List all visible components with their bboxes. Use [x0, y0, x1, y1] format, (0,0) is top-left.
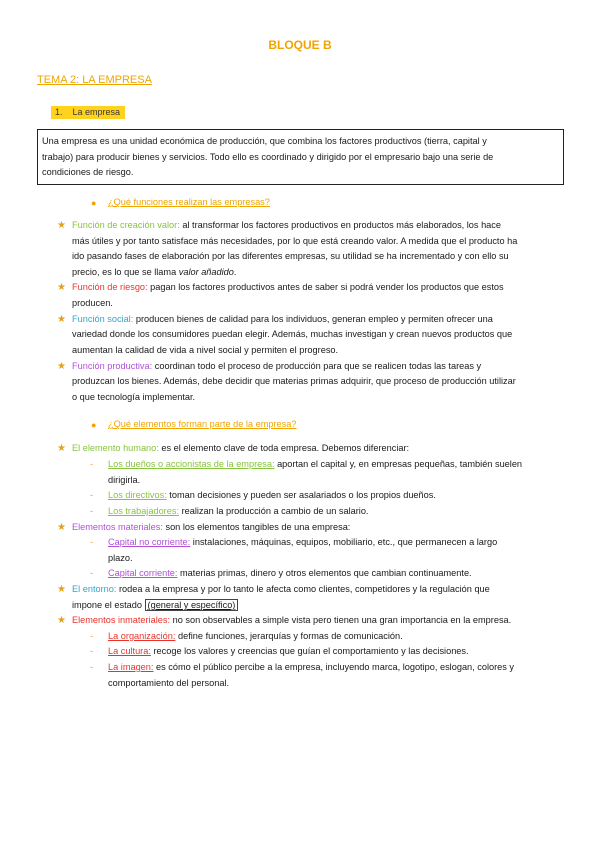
imagen-text: es cómo el público percibe a la empresa, incluyendo marca, logotipo, eslogan, colores y	[156, 662, 515, 672]
inmateriales-item-imagen	[108, 660, 514, 676]
star-bullet-icon: ★	[57, 314, 66, 325]
duenos-text: aportan el capital y, en empresas pequeñas, también suelen	[277, 459, 523, 469]
element-inmateriales-label: Elementos inmateriales:	[72, 615, 171, 625]
materiales-item-corriente	[108, 566, 472, 582]
function-social-line	[72, 312, 493, 328]
star-bullet-icon: ★	[57, 615, 66, 626]
element-inmateriales-text: no son observables a simple vista pero tienen una gran importancia en la empresa.	[172, 615, 512, 625]
document-title: BLOQUE B	[268, 38, 332, 52]
element-materiales-text: son los elementos tangibles de una empresa:	[165, 522, 351, 532]
capital-no-corriente-text: instalaciones, máquinas, equipos, mobiliario, etc., que permanecen a largo	[192, 537, 498, 547]
element-inmateriales-line	[72, 613, 511, 629]
function-creacion-line	[72, 218, 501, 234]
inmateriales-item-cultura	[108, 644, 469, 660]
capital-corriente-text: materias primas, dinero y otros elementos que cambian continuamente.	[180, 568, 472, 578]
star-bullet-icon: ★	[57, 443, 66, 454]
inmateriales-item-organizacion	[108, 629, 403, 645]
element-materiales-line	[72, 520, 350, 536]
capital-corriente-label: Capital corriente:	[108, 568, 178, 578]
star-bullet-icon: ★	[57, 522, 66, 533]
function-social-line: aumentan la calidad de vida a nivel social y permiten el progreso.	[72, 345, 339, 355]
section-number: 1.	[55, 107, 63, 117]
element-entorno-line	[72, 582, 490, 598]
function-riesgo-line: producen.	[72, 298, 113, 308]
function-productiva-label: Función productiva:	[72, 361, 153, 371]
bullet-icon: ●	[91, 198, 97, 208]
function-riesgo-line	[72, 280, 504, 296]
section-title: La empresa	[72, 107, 121, 117]
function-productiva-line	[72, 359, 481, 375]
function-productiva-text: coordinan todo el proceso de producción para que se realicen todas las tareas y	[154, 361, 482, 371]
dash-bullet: -	[90, 459, 94, 469]
bullet-icon: ●	[91, 420, 97, 430]
definition-line: condiciones de riesgo.	[42, 167, 134, 178]
element-humano-line	[72, 441, 409, 457]
cultura-label: La cultura:	[108, 646, 151, 656]
element-humano-label: El elemento humano:	[72, 443, 159, 453]
directivos-label: Los directivos:	[108, 490, 167, 500]
element-entorno-line	[72, 598, 238, 614]
inmateriales-item-imagen-cont: comportamiento del personal.	[108, 678, 230, 688]
trabajadores-text: realizan la producción a cambio de un salario.	[181, 506, 369, 516]
valor-anadido-term: valor añadido	[178, 267, 234, 277]
function-social-line: variedad donde los consumidores puedan elegir. Además, muchas investigan y crean nuevos productos que	[72, 329, 513, 339]
star-bullet-icon: ★	[57, 282, 66, 293]
function-productiva-line: o que tecnología implementar.	[72, 392, 196, 402]
dash-bullet: -	[90, 490, 94, 500]
element-materiales-label: Elementos materiales:	[72, 522, 163, 532]
materiales-item-no-corriente	[108, 535, 497, 551]
dash-bullet: -	[90, 568, 94, 578]
directivos-text: toman decisiones y pueden ser asalariados o los propios dueños.	[169, 490, 436, 500]
dash-bullet: -	[90, 537, 94, 547]
section-heading	[51, 106, 125, 119]
humano-item-trabajadores	[108, 504, 368, 520]
function-creacion-line: ido pasando fases de elaboración por las diferentes empresas, su utilidad se ha incrementado y con ello su	[72, 251, 509, 261]
definition-line: Una empresa es una unidad económica de producción, que combina los factores productivos (tierra, capital y	[42, 136, 487, 146]
function-creacion-text: precio, es lo que se llama	[72, 267, 179, 277]
function-creacion-line	[72, 265, 236, 281]
function-social-text: producen bienes de calidad para los individuos, generan empleo y permiten ofrecer una	[135, 314, 493, 324]
imagen-label: La imagen:	[108, 662, 154, 672]
dash-bullet: -	[90, 506, 94, 516]
organizacion-text: define funciones, jerarquías y formas de comunicación.	[177, 631, 403, 641]
definition-box	[37, 129, 564, 185]
dash-bullet: -	[90, 631, 94, 641]
element-humano-text: es el elemento clave de toda empresa. Debemos diferenciar:	[161, 443, 410, 453]
function-riesgo-label: Función de riesgo:	[72, 282, 148, 292]
function-creacion-text: al transformar los factores productivos en productos más elaborados, los hace	[182, 220, 501, 230]
topic-heading: TEMA 2: LA EMPRESA	[37, 74, 152, 86]
question-elements: ¿Qué elementos forman parte de la empresa?	[108, 419, 297, 429]
function-riesgo-text: pagan los factores productivos antes de saber si podrá vender los productos que estos	[150, 282, 504, 292]
element-entorno-text: impone el estado	[72, 600, 145, 610]
definition-line: trabajo) para producir bienes y servicios. Todo ello es coordinado y dirigido por el empresario bajo una serie de	[42, 151, 494, 162]
duenos-label: Los dueños o accionistas de la empresa:	[108, 459, 275, 469]
function-creacion-text: .	[233, 267, 237, 277]
humano-item-duenos	[108, 457, 522, 473]
trabajadores-label: Los trabajadores:	[108, 506, 179, 516]
function-creacion-line: más útiles y por tanto satisface más necesidades, por lo que está creando valor. A medida que el producto ha	[72, 236, 518, 246]
organizacion-label: La organización:	[108, 631, 176, 641]
humano-item-duenos-cont: dirigirla.	[108, 475, 141, 485]
question-functions: ¿Qué funciones realizan las empresas?	[108, 197, 270, 207]
element-entorno-text: rodea a la empresa y por lo tanto le afecta como clientes, competidores y la regulación que	[119, 584, 490, 594]
star-bullet-icon: ★	[57, 584, 66, 595]
materiales-item-no-corriente-cont: plazo.	[108, 553, 133, 563]
humano-item-directivos	[108, 488, 436, 504]
capital-no-corriente-label: Capital no corriente:	[108, 537, 191, 547]
function-creacion-label: Función de creación valor:	[72, 220, 180, 230]
general-especifico-term: (general y específico)	[145, 599, 239, 611]
element-entorno-label: El entorno:	[72, 584, 117, 594]
cultura-text: recoge los valores y creencias que guían el comportamiento y las decisiones.	[153, 646, 469, 656]
dash-bullet: -	[90, 662, 94, 672]
function-social-label: Función social:	[72, 314, 134, 324]
function-productiva-line: produzcan los bienes. Además, debe decidir que materias primas adquirir, que proceso de producción utilizar	[72, 376, 516, 386]
star-bullet-icon: ★	[57, 220, 66, 231]
star-bullet-icon: ★	[57, 361, 66, 372]
dash-bullet: -	[90, 646, 94, 656]
